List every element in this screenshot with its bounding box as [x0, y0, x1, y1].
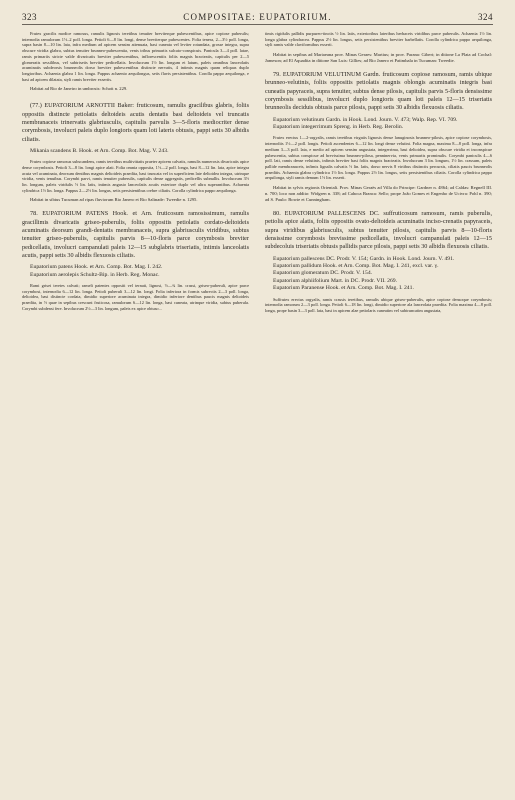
running-title: COMPOSITAE: EUPATORIUM. [183, 12, 332, 22]
description-paragraph: Frutex copiose ramosus subscandens, ramis teretibus multivittatis praeter apicem calvatis, ramulis numerosis divaricatis apice dense corymbosis. Petioli 3—8 lin. longi apice alati. Folia omnia opposita, 1½—2 poll. longa, basi 8—12 lin. lata, apice integra acuta vel acuminata, deorsum dentibus magnis deltoideis praedita, basi truncata vel in superficiem late deltoidea integra, utrinque viridia, venis tenuibus. Corymbi parvi, ramis tenuiter puberulis, capitulis dense aggregatis, pedicellis subnullis. Involucrum 3½ lin. longum, paleis viridulis ½ lin. latis, intimis angusto lanceolatis acutis exteriore duplo vel ultra superantibus. Achaenia cylindrica 1½ lin. longa. Pappus 2—2½ lin. longus, setis persistentibus crebre ciliatis. Corolla cylindrica pappo aequilonga. [22, 159, 249, 193]
species-diagnosis: 78. EUPATORIUM PATENS Hook. et Arn. fruticosum ramosissimum, ramulis gracillimis divaricatis griseo-puberulis, foliis oppositis petiolatis cordato-deltoideis acuminatis deorsum grandi-dentatis membranaceis, supra glabriusculis viridibus, subtus tenuiter griseo-puberulis, capitulis parvis 8—10-floris parce corymbosis breviter pedicellatis, involucri campanulati paleis 12—15 subglabris triseriatis, intimis lanceolatis acutis, pappi setis 30 albidis flexuosis ciliatis. [22, 210, 249, 259]
synonym-citation: Eupatorium alphiifolium Mart. in DC. Prodr. VII. 269. [273, 277, 398, 284]
right-column [265, 31, 492, 314]
species-diagnosis: 79. EUPATORIUM VELUTINUM Gardn. fruticosum copiose ramosum, ramis ubique brunneo-velutinis, foliis oppositis petiolatis magnis oblongis acuminatis integris basi cuneatis papyraceis, supra tenuiter, subtus dense pilosis, capitulis parvis 5-floris densissime corymbosis sessilibus, involucri duplo longioris quam loti paleis 12—15 triseriatis brunneolis deciduis obtusis parce pilosis, pappi setis 30 albidis flexuosis ciliatis. [265, 71, 492, 112]
habitat-note: Habitat in sibtus Tucuman ad ripas fluviorum Rio Janero et Rio Salinade: Tweedie n. 1295. [30, 197, 198, 203]
synonym-citation: Eupatorium velutinum Gardn. in Hook. Lond. Journ. V. 473; Walp. Rep. VI. 709. [273, 116, 458, 123]
header-rule [22, 24, 493, 25]
habitat-note: Habitat in sepibus ad Mariaeana prov. Minas Geraes: Martius; in prov. Parana: Gibert; in ditione La Plata ad Cochal: Jameson; ad El Aquadita in ditione San Luis: Gillies; ad Rio Janero et Patimbala in Tucuman: Tweedie. [265, 52, 492, 64]
synonym-citation: Eupatorium integerrimum Spreng. in Herb. Reg. Berolin. [273, 124, 404, 130]
species-diagnosis: 80. EUPATORIUM PALLESCENS DC. suffruticosum ramosum, ramis puberulis, petiolis apice alatis, foliis oppositis ovato-deltoideis acuminatis inciso-crenatis papyraceis, supra viridibus glabriusculis, subtus tenuiter pilosis, capitulis parvis 8—10-floris densissime corymbosis brevissime pedicellatis, involucri campanulati paleis 12—15 subdecoluis triseriatis obtusis pallidis parce pilosis, pappi setis 30 albidis flexuosis ciliatis. [265, 210, 492, 251]
habitat-note: Habitat in sylvis regionis Orientali. Prov. Minas Geraës ad Villa do Principe: Gardner n. 4864; ad Caldas: Regnell III. n. 700; loco non addito: Widgren n. 338; ad Cahoca Branca: Sello; prope João Gomes et Engenho de Ucivra: Pohl n. 390; ad S. Paulo: Bowie et Cunningham. [265, 185, 492, 203]
synonym-citation: Eupatorium glomeratum DC. Prodr. V. 154. [273, 270, 373, 277]
text-columns [22, 31, 493, 314]
synonym-citation: Eupatorium pallescens DC. Prodr. V. 154; Gardn. in Hook. Lond. Journ. V. 491. [273, 255, 455, 262]
description-paragraph: timis rigidulis pallidis purpureo-tinctis ½ lin. latis, exterioribus lateribus herbaceis viridibus parce puberulis. Achaenia 1½ lin. longa glabra cylindracea. Pappus 2½ lin. longus, setis persistentibus breviter barbellatis. Corolla cylindrica pappo aequilonga, styli ramis valde claviformibus exserti. [265, 31, 492, 48]
synonym-citation: Eupatorium aerolepis Schultz-Bip. in Herb. Reg. Monac. [30, 271, 160, 278]
running-header [22, 12, 493, 22]
habitat-note: Habitat ad Rio de Janeiro in umbrosis: Schott n. 229. [30, 86, 128, 92]
description-paragraph: Rami grisei teretes calvati; rameli patentes oppositi vel ternati, lignosi, ½—¾ lin. crassi, griseo-puberuli, apice parce corymbosi, internodia 6—12 lin. longa. Petioli puberuli 3—12 lin. longi. Folia inferiora in formis subrectis 2—3 poll. longa, deltoidea, basi distincte cordata, dimidio superiore acuminata integra, dimidio inferiore dentibus paucis magnis deltoideis praedita, in ½ quae in sepibus crescunt fruticosa, ramulorum 6—12 lin. longa, basi cuneata, utrinque viridia, subtus puberula. Corymbi subdensi fere. Involucrum 2½—3 lin. longum, paleis ex apice obtuso... [22, 283, 249, 311]
synonym-citation: Eupatorium Paranense Hook. et Arn. Comp. Bot. Mag. I. 241. [273, 285, 414, 292]
synonym-citation: Eupatorium pallidum Hook. et Arn. Comp. Bot. Mag. I. 241, excl. var. γ. [273, 262, 439, 269]
description-paragraph: Frutex gracilis modice ramosus, ramulis lignosis teretibus tenuiter breviterque pubescentibus, apice copiose puberulis; internodia ramulorum 1½–2 poll. longa. Petioli 6—8 lin. longi, dense breviterque pubescentes. Folia tenera, 2—3½ poll. longa, supra basin 8—10 lin. lata, infra medium ad apicem sensim attenuata, basi cuneata vel leviter rotundata, grosse integra, supra obscure viridia glabra, subtus tenuiter brunneo-pubescentia, venis tribus primariis sulcato-conspicuis. Panicula 3—4 poll. latae, ramis primariis stricte valde divaricatis breviter pubescentibus, inflorescentiis foliis magnis bracteatis, capitulis per 2—5 glomeratis sessilibus, vel subtrisetis breviter pedicellatis. Involucrum 1½ lin. longum et latum, paleis omnibus lanceolatis acuminatis subdeorsis brunneolis dorso breviter pubescentibus distincte nervatis, 4 intimis magnis quam reliquas duplo longioribus. Achaenia glabra 1 lin. longa. Pappus achaenio aequilongus, setis flavis persistentibus. Corolla pappo aequilonga, e basi ad apicem dilatata, styli ramis breviter exsertis. [22, 31, 249, 82]
left-page-number: 323 [22, 12, 37, 22]
right-page-number: 324 [478, 12, 493, 22]
species-diagnosis: (77.) EUPATORIUM ARNOTTII Baker: fruticosum, ramulis gracilibus glabris, foliis oppositis distincte petiolatis deltoideis acutis dentatis basi deltoideis vel truncatis membranaceis trinervatis glabriusculis, capitulis parvulis 3—5-floris mediocriter dense corymbosis, involucri paleis duplo longioris quam loti lateris obtusis, pappi setis 30 albidis ciliatis. [22, 102, 249, 143]
synonym-citation: Mikania scandens B. Hook. et Arn. Comp. Bot. Mag. V. 243. [30, 147, 169, 154]
description-paragraph: Suffrutex erectus orgyalis, ramis crassis teretibus, ramulis ubique griseo-puberulis, apice copiose densoque corymbosis; internodia ramorum 2—3 poll. longa. Petioli 6—18 lin. longi, dimidio superiore ala lanceolata praedita. Folia maxima 4—8 poll. longa, prope basin 3—3 poll. lata, basi in apicem alae petiolaris cuneatim vel subtruncatim angustata, [265, 296, 492, 313]
synonym-citation: Eupatorium patens Hook. et Arn. Comp. Bot. Mag. I. 242. [30, 264, 163, 271]
left-column [22, 31, 249, 314]
description-paragraph: Frutex erectus 1—2-orgyalis, ramis teretibus virgatis lignosis dense lanuginosis brunneo-pilosis, apice copiose corymbosis, internodiis 1½—2 poll. longis. Petioli ascendentes 6—12 lin. longi dense velutini. Folia magna, maxima 8—8 poll. longa, infra medium 3—3 poll. lata, e medio ad apicem sensim angustata, integerrima, basi deltoidea, supra obscure viridia et inconspicue pubescentia, subtus conspicue ad brevissima brunneo-pilosa, penninervia, venis primariis prominulis. Corymbi paniculis 4—6 poll. lati, ramis dense velutinis, infimis breviter basi foliis magnis bracteatis. Involucrum 3 lin. longum, 1½ lin. crassum, paleis pallide membranaceis, infimis lignalis calvatis ½ lin. latis, dorso nervis 8 virtibus distinctis percursis, ciliatis paucis brunneolis praeditis. Achaenia glabra cylindrica 1½ lin. longa. Pappus 2½ lin. longus, setis persistentibus ciliatis. Corolla cylindrica pappo aequilonga, styli ramis demum 1½ lin. exserti. [265, 135, 492, 181]
